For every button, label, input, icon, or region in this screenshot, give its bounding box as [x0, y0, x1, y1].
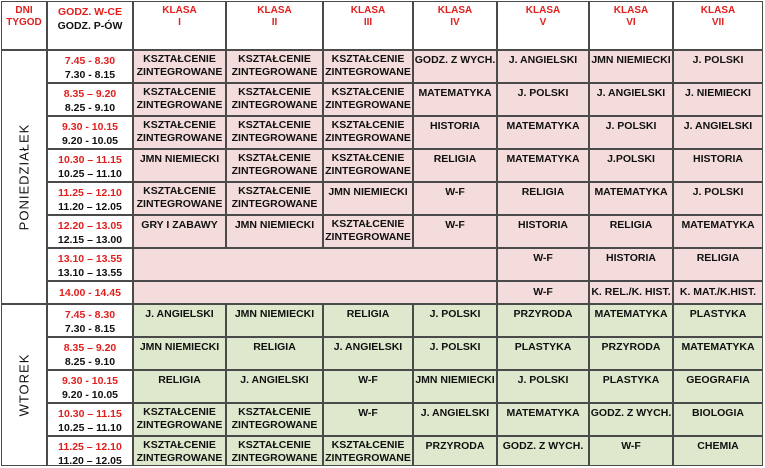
days-header-line1: DNI — [15, 5, 33, 16]
days-header — [1, 1, 47, 50]
lesson-text: J. ANGIELSKI — [596, 87, 666, 99]
lesson-text: MATEMATYKA — [506, 153, 580, 165]
tuesday-lesson-r5-c2 — [226, 436, 323, 466]
lesson-text: W-F — [445, 186, 465, 198]
lesson-text: ZINTEGROWANE — [231, 99, 318, 111]
lesson-text: ZINTEGROWANE — [136, 419, 223, 431]
time-school: 11.25 – 12.10 — [58, 187, 122, 199]
lesson-text: CHEMIA — [697, 440, 739, 452]
monday-lesson-r4-c1 — [133, 149, 226, 182]
class-header-number: VII — [711, 17, 725, 28]
timetable-grid — [1, 1, 763, 466]
monday-lesson-r2-c7 — [673, 83, 763, 116]
tuesday-lesson-r1-c4 — [413, 304, 497, 337]
day-label-tuesday — [1, 304, 47, 466]
monday-lesson-r2-c3 — [323, 83, 413, 116]
lesson-text: W-F — [358, 407, 378, 419]
lesson-text: RELIGIA — [696, 252, 740, 264]
monday-lesson-r8-c6 — [589, 281, 673, 304]
lesson-text: KSZTAŁCENIE — [143, 53, 216, 65]
time-pupils: 7.30 - 8.15 — [64, 69, 116, 81]
lesson-text: PRZYRODA — [601, 341, 661, 353]
lesson-text: MATEMATYKA — [594, 308, 668, 320]
lesson-text: ZINTEGROWANE — [325, 132, 411, 144]
time-pupils: 10.25 – 11.10 — [58, 422, 122, 434]
monday-lesson-r4-c6 — [589, 149, 673, 182]
tuesday-lesson-r3-c5 — [497, 370, 589, 403]
lesson-text: ZINTEGROWANE — [325, 231, 411, 243]
monday-lesson-r1-c5 — [497, 50, 589, 83]
lesson-text: ZINTEGROWANE — [325, 99, 411, 111]
lesson-text: KSZTAŁCENIE — [143, 406, 216, 418]
monday-time-5 — [47, 182, 133, 215]
monday-lesson-r2-c1 — [133, 83, 226, 116]
tuesday-lesson-r4-c6 — [589, 403, 673, 436]
tuesday-lesson-r4-c7 — [673, 403, 763, 436]
lesson-text: GODZ. Z WYCH. — [590, 407, 672, 419]
lesson-text: J. POLSKI — [605, 120, 657, 132]
lesson-text: JMN NIEMIECKI — [415, 374, 495, 386]
monday-lesson-r6-c3 — [323, 215, 413, 248]
lesson-text: PLASTYKA — [602, 374, 660, 386]
class-header-6 — [589, 1, 673, 50]
lesson-text: KSZTAŁCENIE — [331, 152, 405, 164]
monday-lesson-r3-c5 — [497, 116, 589, 149]
lesson-text: W-F — [445, 219, 465, 231]
time-school: 9.30 - 10.15 — [61, 121, 119, 133]
lesson-text: MATEMATYKA — [418, 87, 492, 99]
tuesday-lesson-r3-c2 — [226, 370, 323, 403]
lesson-text: GODZ. Z WYCH. — [414, 54, 496, 66]
lesson-text: KSZTAŁCENIE — [331, 86, 405, 98]
lesson-text: J. POLSKI — [692, 186, 744, 198]
lesson-text: GRY I ZABAWY — [141, 219, 218, 231]
class-header-label: KLASA — [613, 5, 649, 16]
monday-lesson-r7-c6 — [589, 248, 673, 281]
monday-time-4 — [47, 149, 133, 182]
lesson-text: JMN NIEMIECKI — [234, 219, 315, 231]
lesson-text: KSZTAŁCENIE — [331, 119, 405, 131]
lesson-text: JMN NIEMIECKI — [139, 153, 220, 165]
tuesday-time-2 — [47, 337, 133, 370]
tuesday-lesson-r4-c3 — [323, 403, 413, 436]
monday-lesson-r6-c5 — [497, 215, 589, 248]
class-header-1 — [133, 1, 226, 50]
monday-lesson-r5-c1 — [133, 182, 226, 215]
monday-time-1 — [47, 50, 133, 83]
monday-lesson-r8-c7 — [673, 281, 763, 304]
lesson-text: J. POLSKI — [429, 308, 481, 320]
lesson-text: ZINTEGROWANE — [231, 165, 318, 177]
class-header-5 — [497, 1, 589, 50]
tuesday-lesson-r1-c7 — [673, 304, 763, 337]
lesson-text: J. ANGIELSKI — [420, 407, 490, 419]
lesson-text: J. ANGIELSKI — [333, 341, 403, 353]
lesson-text: ZINTEGROWANE — [231, 198, 318, 210]
tuesday-lesson-r4-c1 — [133, 403, 226, 436]
monday-empty-block-8 — [133, 281, 497, 304]
time-pupils: 8.25 - 9.10 — [64, 356, 116, 368]
tuesday-lesson-r1-c5 — [497, 304, 589, 337]
monday-lesson-r5-c6 — [589, 182, 673, 215]
lesson-text: K. MAT./K.HIST. — [679, 286, 757, 298]
time-pupils: 13.10 – 13.55 — [57, 267, 123, 279]
tuesday-lesson-r5-c3 — [323, 436, 413, 466]
lesson-text: PLASTYKA — [689, 308, 747, 320]
class-header-number: V — [539, 17, 547, 28]
class-header-3 — [323, 1, 413, 50]
time-school: 7.45 - 8.30 — [64, 55, 116, 67]
tuesday-time-4 — [47, 403, 133, 436]
lesson-text: ZINTEGROWANE — [325, 165, 411, 177]
monday-time-2 — [47, 83, 133, 116]
monday-lesson-r6-c6 — [589, 215, 673, 248]
monday-lesson-r1-c6 — [589, 50, 673, 83]
tuesday-time-5 — [47, 436, 133, 466]
lesson-text: ZINTEGROWANE — [136, 198, 223, 210]
tuesday-lesson-r2-c1 — [133, 337, 226, 370]
lesson-text: KSZTAŁCENIE — [331, 53, 405, 65]
monday-lesson-r4-c2 — [226, 149, 323, 182]
tuesday-lesson-r3-c1 — [133, 370, 226, 403]
lesson-text: JMN NIEMIECKI — [328, 186, 408, 198]
tuesday-lesson-r5-c4 — [413, 436, 497, 466]
time-school: 12.20 – 13.05 — [57, 220, 123, 232]
lesson-text: RELIGIA — [346, 308, 390, 320]
day-label-monday — [1, 50, 47, 304]
lesson-text: W-F — [621, 440, 641, 452]
lesson-text: KSZTAŁCENIE — [143, 86, 216, 98]
monday-lesson-r4-c4 — [413, 149, 497, 182]
class-header-2 — [226, 1, 323, 50]
lesson-text: KSZTAŁCENIE — [143, 119, 216, 131]
tuesday-lesson-r4-c2 — [226, 403, 323, 436]
lesson-text: ZINTEGROWANE — [231, 66, 318, 78]
monday-lesson-r2-c2 — [226, 83, 323, 116]
time-pupils: 7.30 - 8.15 — [64, 323, 116, 335]
lesson-text: HISTORIA — [693, 153, 743, 165]
lesson-text: ZINTEGROWANE — [231, 452, 318, 464]
lesson-text: KSZTAŁCENIE — [331, 439, 405, 451]
lesson-text: ZINTEGROWANE — [325, 66, 411, 78]
lesson-text: KSZTAŁCENIE — [238, 406, 311, 418]
time-pupils: 9.20 - 10.05 — [61, 135, 119, 147]
lesson-text: RELIGIA — [433, 153, 477, 165]
monday-lesson-r3-c3 — [323, 116, 413, 149]
lesson-text: ZINTEGROWANE — [136, 452, 223, 464]
lesson-text: PRZYRODA — [513, 308, 573, 320]
lesson-text: W-F — [358, 374, 378, 386]
monday-lesson-r6-c4 — [413, 215, 497, 248]
lesson-text: KSZTAŁCENIE — [143, 185, 216, 197]
lesson-text: J. ANGIELSKI — [683, 120, 753, 132]
tuesday-lesson-r3-c6 — [589, 370, 673, 403]
class-header-label: KLASA — [700, 5, 736, 16]
monday-lesson-r3-c7 — [673, 116, 763, 149]
lesson-text: J. ANGIELSKI — [145, 308, 214, 320]
monday-lesson-r2-c6 — [589, 83, 673, 116]
tuesday-lesson-r5-c5 — [497, 436, 589, 466]
tuesday-time-1 — [47, 304, 133, 337]
time-pupils: 11.20 – 12.05 — [58, 201, 122, 213]
monday-lesson-r6-c7 — [673, 215, 763, 248]
lesson-text: ZINTEGROWANE — [136, 66, 223, 78]
time-pupils: 8.25 - 9.10 — [64, 102, 116, 114]
lesson-text: KSZTAŁCENIE — [238, 86, 311, 98]
day-label-monday-text: PONIEDZIAŁEK — [16, 123, 32, 231]
lesson-text: MATEMATYKA — [681, 219, 755, 231]
lesson-text: KSZTAŁCENIE — [143, 439, 216, 451]
tuesday-lesson-r3-c7 — [673, 370, 763, 403]
class-header-label: KLASA — [162, 5, 197, 16]
class-header-label: KLASA — [525, 5, 561, 16]
lesson-text: MATEMATYKA — [506, 120, 580, 132]
tuesday-lesson-r3-c3 — [323, 370, 413, 403]
lesson-text: JMN NIEMIECKI — [234, 308, 315, 320]
lesson-text: J. POLSKI — [692, 54, 744, 66]
time-pupils: 11.20 – 12.05 — [58, 455, 122, 466]
monday-lesson-r2-c4 — [413, 83, 497, 116]
monday-lesson-r5-c5 — [497, 182, 589, 215]
monday-lesson-r5-c2 — [226, 182, 323, 215]
lesson-text: J. POLSKI — [429, 341, 481, 353]
tuesday-lesson-r1-c3 — [323, 304, 413, 337]
lesson-text: RELIGIA — [253, 341, 296, 353]
monday-lesson-r7-c5 — [497, 248, 589, 281]
tuesday-lesson-r5-c1 — [133, 436, 226, 466]
lesson-text: MATEMATYKA — [594, 186, 668, 198]
time-school: 9.30 - 10.15 — [61, 375, 119, 387]
tuesday-lesson-r5-c6 — [589, 436, 673, 466]
lesson-text: RELIGIA — [158, 374, 201, 386]
lesson-text: HISTORIA — [606, 252, 656, 264]
monday-lesson-r5-c3 — [323, 182, 413, 215]
time-school: 10.30 – 11.15 — [58, 154, 122, 166]
tuesday-lesson-r4-c5 — [497, 403, 589, 436]
class-header-number: III — [363, 17, 373, 28]
lesson-text: HISTORIA — [518, 219, 568, 231]
tuesday-lesson-r1-c1 — [133, 304, 226, 337]
lesson-text: K. REL./K. HIST. — [591, 286, 671, 298]
days-header-line2: TYGOD — [6, 17, 42, 28]
lesson-text: ZINTEGROWANE — [325, 452, 411, 464]
tuesday-lesson-r1-c6 — [589, 304, 673, 337]
tuesday-lesson-r5-c7 — [673, 436, 763, 466]
lesson-text: KSZTAŁCENIE — [238, 185, 311, 197]
lesson-text: ZINTEGROWANE — [136, 99, 223, 111]
lesson-text: KSZTAŁCENIE — [238, 152, 311, 164]
tuesday-lesson-r2-c2 — [226, 337, 323, 370]
monday-lesson-r1-c1 — [133, 50, 226, 83]
time-school: 10.30 – 11.15 — [58, 408, 122, 420]
monday-lesson-r4-c7 — [673, 149, 763, 182]
tuesday-time-3 — [47, 370, 133, 403]
hours-header — [47, 1, 133, 50]
time-school: 7.45 - 8.30 — [64, 309, 116, 321]
lesson-text: J. POLSKI — [517, 374, 569, 386]
lesson-text: HISTORIA — [430, 120, 480, 132]
lesson-text: GEOGRAFIA — [686, 374, 750, 386]
monday-lesson-r3-c1 — [133, 116, 226, 149]
class-header-4 — [413, 1, 497, 50]
monday-lesson-r3-c4 — [413, 116, 497, 149]
lesson-text: ZINTEGROWANE — [136, 132, 223, 144]
monday-lesson-r3-c2 — [226, 116, 323, 149]
time-school: 14.00 - 14.45 — [59, 287, 121, 299]
monday-lesson-r1-c4 — [413, 50, 497, 83]
monday-time-8 — [47, 281, 133, 304]
lesson-text: PRZYRODA — [425, 440, 485, 452]
time-pupils: 10.25 – 11.10 — [58, 168, 122, 180]
monday-lesson-r6-c1 — [133, 215, 226, 248]
tuesday-lesson-r4-c4 — [413, 403, 497, 436]
class-header-label: KLASA — [350, 5, 386, 16]
time-school: 13.10 – 13.55 — [57, 253, 123, 265]
tuesday-lesson-r2-c6 — [589, 337, 673, 370]
lesson-text: JMN NIEMIECKI — [139, 341, 220, 353]
lesson-text: RELIGIA — [609, 219, 653, 231]
lesson-text: KSZTAŁCENIE — [238, 53, 311, 65]
lesson-text: KSZTAŁCENIE — [238, 439, 311, 451]
lesson-text: MATEMATYKA — [506, 407, 580, 419]
tuesday-lesson-r2-c3 — [323, 337, 413, 370]
time-pupils: 12.15 – 13.00 — [57, 234, 123, 246]
monday-empty-block-7 — [133, 248, 497, 281]
class-header-number: I — [178, 17, 181, 28]
monday-time-3 — [47, 116, 133, 149]
lesson-text: W-F — [533, 286, 553, 298]
monday-lesson-r6-c2 — [226, 215, 323, 248]
class-header-number: VI — [626, 17, 636, 28]
tuesday-lesson-r2-c5 — [497, 337, 589, 370]
tuesday-lesson-r2-c4 — [413, 337, 497, 370]
lesson-text: BIOLOGIA — [692, 407, 744, 419]
lesson-text: JMN NIEMIECKI — [591, 54, 671, 66]
monday-lesson-r2-c5 — [497, 83, 589, 116]
monday-lesson-r4-c3 — [323, 149, 413, 182]
time-pupils: 9.20 - 10.05 — [61, 389, 119, 401]
lesson-text: GODZ. Z WYCH. — [502, 440, 584, 452]
lesson-text: J. POLSKI — [517, 87, 569, 99]
monday-lesson-r8-c5 — [497, 281, 589, 304]
monday-lesson-r1-c3 — [323, 50, 413, 83]
day-label-tuesday-text: WTOREK — [16, 353, 32, 417]
time-school: 8.35 – 9.20 — [63, 88, 117, 100]
time-school: 11.25 – 12.10 — [58, 441, 122, 453]
monday-lesson-r7-c7 — [673, 248, 763, 281]
hours-header-p: GODZ. P-ÓW — [57, 20, 123, 32]
lesson-text: ZINTEGROWANE — [231, 132, 318, 144]
lesson-text: J. NIEMIECKI — [685, 87, 751, 99]
class-header-7 — [673, 1, 763, 50]
lesson-text: RELIGIA — [521, 186, 565, 198]
monday-lesson-r5-c4 — [413, 182, 497, 215]
class-header-number: IV — [450, 17, 460, 28]
lesson-text: J.POLSKI — [607, 153, 655, 165]
monday-time-7 — [47, 248, 133, 281]
tuesday-lesson-r2-c7 — [673, 337, 763, 370]
class-header-label: KLASA — [257, 5, 292, 16]
time-school: 8.35 – 9.20 — [63, 342, 117, 354]
hours-header-w: GODZ. W-CE — [58, 6, 122, 18]
lesson-text: J. ANGIELSKI — [508, 54, 578, 66]
class-header-label: KLASA — [437, 5, 473, 16]
lesson-text: J. ANGIELSKI — [240, 374, 309, 386]
tuesday-lesson-r1-c2 — [226, 304, 323, 337]
monday-lesson-r4-c5 — [497, 149, 589, 182]
lesson-text: PLASTYKA — [514, 341, 572, 353]
lesson-text: ZINTEGROWANE — [231, 419, 318, 431]
lesson-text: KSZTAŁCENIE — [238, 119, 311, 131]
monday-time-6 — [47, 215, 133, 248]
monday-lesson-r1-c2 — [226, 50, 323, 83]
monday-lesson-r1-c7 — [673, 50, 763, 83]
lesson-text: KSZTAŁCENIE — [331, 218, 405, 230]
lesson-text: W-F — [533, 252, 553, 264]
class-header-number: II — [271, 17, 278, 28]
lesson-text: MATEMATYKA — [681, 341, 755, 353]
monday-lesson-r3-c6 — [589, 116, 673, 149]
monday-lesson-r5-c7 — [673, 182, 763, 215]
tuesday-lesson-r3-c4 — [413, 370, 497, 403]
